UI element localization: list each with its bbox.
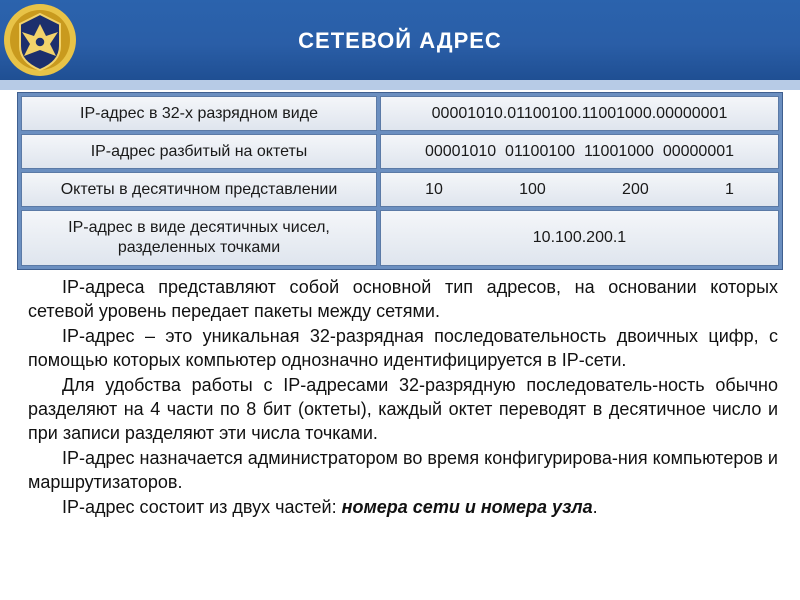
row-label: IP-адрес в виде десятичных чисел, разделенных точками xyxy=(21,210,377,266)
table-row xyxy=(21,210,779,266)
octets-cell xyxy=(380,172,779,207)
page-title: СЕТЕВОЙ АДРЕС xyxy=(298,28,502,53)
octet-value: 10 xyxy=(425,180,443,198)
paragraph-tail: . xyxy=(592,497,598,517)
row-label: Октеты в десятичном представлении xyxy=(21,172,377,207)
paragraph: Для удобства работы с IP-адресами 32-разрядную последователь-ность обычно разделяют на 4 части по 8 бит (октеты), каждый октет переводят в десятичное число и при записи разделяют эти числа точками. xyxy=(28,375,778,443)
paragraph: IP-адрес – это уникальная 32-разрядная последовательность двоичных цифр, с помощью которых компьютер однозначно идентифицируется в IP-сети. xyxy=(28,326,778,370)
emphasis-text: номера сети и номера узла xyxy=(341,497,593,517)
row-label: IP-адрес разбитый на октеты xyxy=(21,134,377,169)
octet-value: 100 xyxy=(519,180,546,198)
header-divider xyxy=(0,80,800,90)
row-value: 10.100.200.1 xyxy=(380,210,779,266)
table-row xyxy=(21,134,779,169)
octet-value: 1 xyxy=(724,180,734,198)
row-label: IP-адрес в 32-х разрядном виде xyxy=(21,96,377,131)
paragraph: IP-адрес назначается администратором во время конфигурирова-ния компьютеров и маршрутизаторов. xyxy=(28,448,778,492)
row-value: 00001010 01100100 11001000 00000001 xyxy=(380,134,779,169)
paragraph: IP-адреса представляют собой основной тип адресов, на основании которых сетевой уровень передает пакеты между сетями. xyxy=(28,277,778,321)
body-text xyxy=(28,275,778,520)
paragraph-last xyxy=(28,495,778,519)
table-row xyxy=(21,172,779,207)
octet-value: 200 xyxy=(622,180,649,198)
ip-address-table xyxy=(17,92,783,270)
row-value: 00001010.01100100.11001000.00000001 xyxy=(380,96,779,131)
table-row xyxy=(21,96,779,131)
paragraph-lead: IP-адрес состоит из двух частей: xyxy=(62,497,342,517)
